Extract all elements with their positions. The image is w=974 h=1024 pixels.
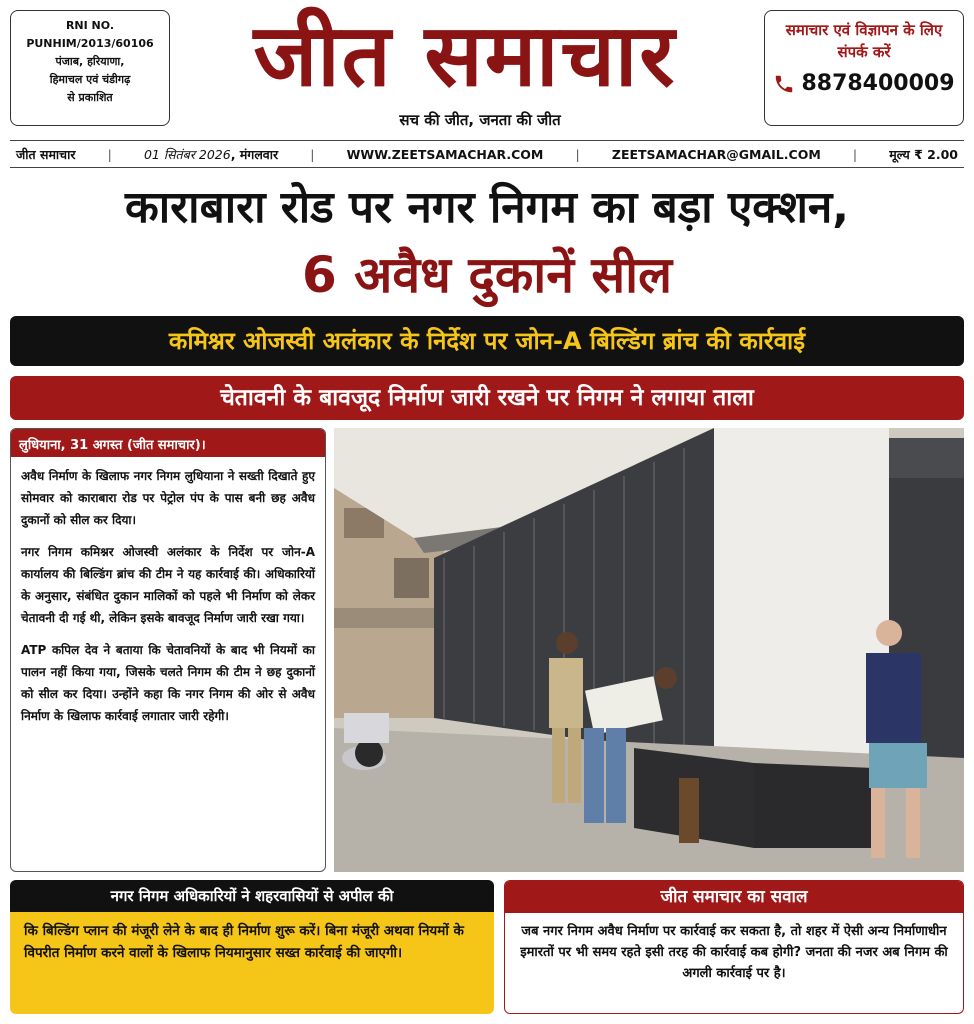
subheadline-black-banner: कमिश्नर ओजस्वी अलंकार के निर्देश पर जोन-A बिल्डिंग ब्रांच की कार्रवाई [10,316,964,366]
appeal-body: कि बिल्डिंग प्लान की मंजूरी लेने के बाद ही निर्माण शुरू करें। बिना मंजूरी अथवा नियमों के विपरीत निर्माण करने वालों के खिलाफ नियमानुसार सख्त कार्रवाई की जाएगी। [24,923,464,961]
phone-number: 8878400009 [801,71,955,96]
separator: | [852,146,858,162]
question-box [504,880,964,1014]
email-link[interactable]: ZEETSAMACHAR@GMAIL.COM [611,146,821,162]
headline-line-2: 6 अवैध दुकानें सील [301,246,673,304]
rni-box [10,10,170,126]
masthead [0,0,974,138]
story-column [10,428,326,872]
appeal-box [10,880,494,1014]
separator: | [310,146,315,162]
rni-line: हिमाचल एवं चंडीगढ़ [49,73,131,86]
info-bar [10,140,964,168]
price: मूल्य ₹ 2.00 [889,146,958,162]
contact-box [764,10,964,126]
separator: | [575,146,580,162]
question-heading: जीत समाचार का सवाल [505,881,963,913]
story-paragraph: ATP कपिल देव ने बताया कि चेतावनियों के बाद भी नियमों का पालन नहीं किया गया, जिसके चलते निगम की टीम ने छह दुकानों को सील कर दिया। उन्होंने कहा कि नगर निगम की ओर से अवैध निर्माण के खिलाफ कार्रवाई लगातार जारी रहेगी। [21,643,315,723]
contact-title: समाचार एवं विज्ञापन के लिए संपर्क करें [785,21,943,61]
website-link[interactable]: WWW.ZEETSAMACHAR.COM [346,146,544,162]
info-date-group [144,146,278,163]
rni-line: PUNHIM/2013/60106 [26,37,154,50]
question-body: जब नगर निगम अवैध निर्माण पर कार्रवाई कर सकता है, तो शहर में ऐसी अन्य निर्माणाधीन इमारतों पर भी समय रहते इसी तरह की कार्रवाई कब होगी? जनता की नजर अब निगम की अगली कार्रवाई पर है। [520,924,948,981]
contact-phone [769,71,959,96]
appeal-heading: नगर निगम अधिकारियों ने शहरवासियों से अपील की [10,880,494,912]
photo-scene [334,428,964,872]
tagline: सच की जीत, जनता की जीत [399,111,561,129]
rni-line: पंजाब, हरियाणा, [55,55,125,68]
info-paper-name: जीत समाचार [16,146,76,162]
rni-line: से प्रकाशित [67,91,113,104]
story-paragraph: नगर निगम कमिश्नर ओजस्वी अलंकार के निर्देश पर जोन-A कार्यालय की बिल्डिंग ब्रांच की टीम ने यह कार्रवाई की। अधिकारियों के अनुसार, संबंधित दुकान मालिकों को पहले भी निर्माण को लेकर चेतावनी दी गई थी, लेकिन इसके बावजूद निर्माण जारी रखा गया। [21,545,315,625]
subheadline-red-banner: चेतावनी के बावजूद निर्माण जारी रखने पर निगम ने लगाया ताला [10,376,964,420]
phone-icon [773,73,795,95]
story-paragraph: अवैध निर्माण के खिलाफ नगर निगम लुधियाना ने सख्ती दिखाते हुए सोमवार को काराबारा रोड पर पेट्रोल पंप के पास बनी छह अवैध दुकानों को सील कर दिया। [21,469,315,527]
headline-line-1: काराबारा रोड पर नगर निगम का बड़ा एक्शन, [124,182,849,233]
newspaper-logo: जीत समाचार [253,6,677,106]
rni-line: RNI NO. [65,19,115,32]
separator: | [107,146,112,162]
news-photo [334,428,964,872]
story-body [11,457,325,745]
dateline: लुधियाना, 31 अगस्त (जीत समाचार)। [11,429,325,457]
issue-day: , मंगलवार [230,146,279,162]
issue-date: 01 सितंबर 2026 [143,146,231,162]
